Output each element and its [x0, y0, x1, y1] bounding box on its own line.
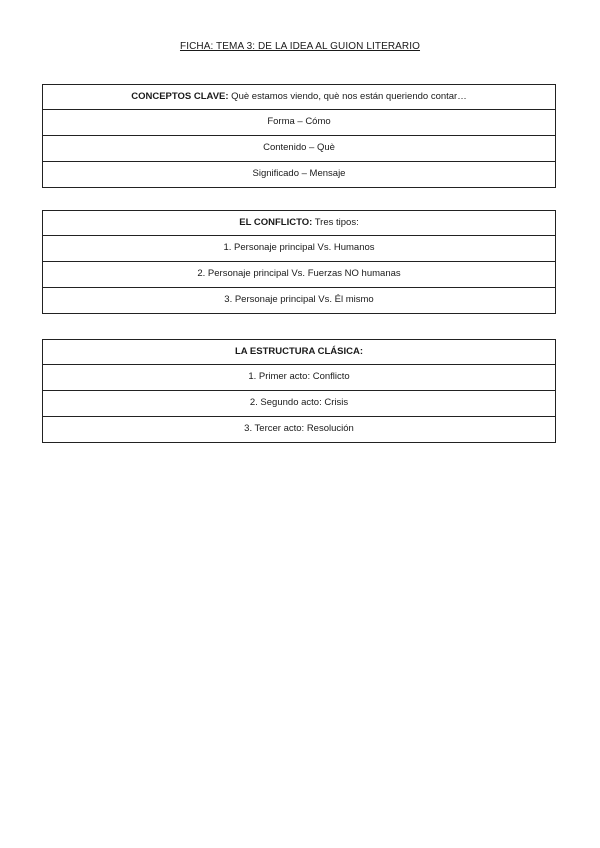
- conceptos-clave-heading-bold: CONCEPTOS CLAVE:: [131, 91, 229, 102]
- conceptos-item: Significado – Mensaje: [43, 161, 555, 187]
- estructura-item: 2. Segundo acto: Crisis: [43, 390, 555, 416]
- conceptos-clave-heading-text: Què estamos viendo, què nos están queriendo contar…: [228, 91, 467, 102]
- conflicto-heading-bold: EL CONFLICTO:: [239, 217, 313, 228]
- conflicto-heading: [43, 211, 555, 235]
- conflicto-item: 3. Personaje principal Vs. Él mismo: [43, 287, 555, 313]
- conceptos-clave-heading: [43, 85, 555, 109]
- conceptos-item: Contenido – Què: [43, 135, 555, 161]
- conflicto-item: 2. Personaje principal Vs. Fuerzas NO humanas: [43, 261, 555, 287]
- estructura-heading: [43, 340, 555, 364]
- estructura-clasica-table: [42, 339, 556, 443]
- estructura-heading-bold: LA ESTRUCTURA CLÁSICA:: [234, 346, 364, 357]
- page-title: FICHA: TEMA 3: DE LA IDEA AL GUION LITERARIO: [179, 41, 421, 52]
- conflicto-table: [42, 210, 556, 314]
- estructura-item: 1. Primer acto: Conflicto: [43, 364, 555, 390]
- conflicto-heading-text: Tres tipos:: [312, 217, 359, 228]
- conceptos-item: Forma – Cómo: [43, 109, 555, 135]
- estructura-item: 3. Tercer acto: Resolución: [43, 416, 555, 442]
- conflicto-item: 1. Personaje principal Vs. Humanos: [43, 235, 555, 261]
- conceptos-clave-table: [42, 84, 556, 188]
